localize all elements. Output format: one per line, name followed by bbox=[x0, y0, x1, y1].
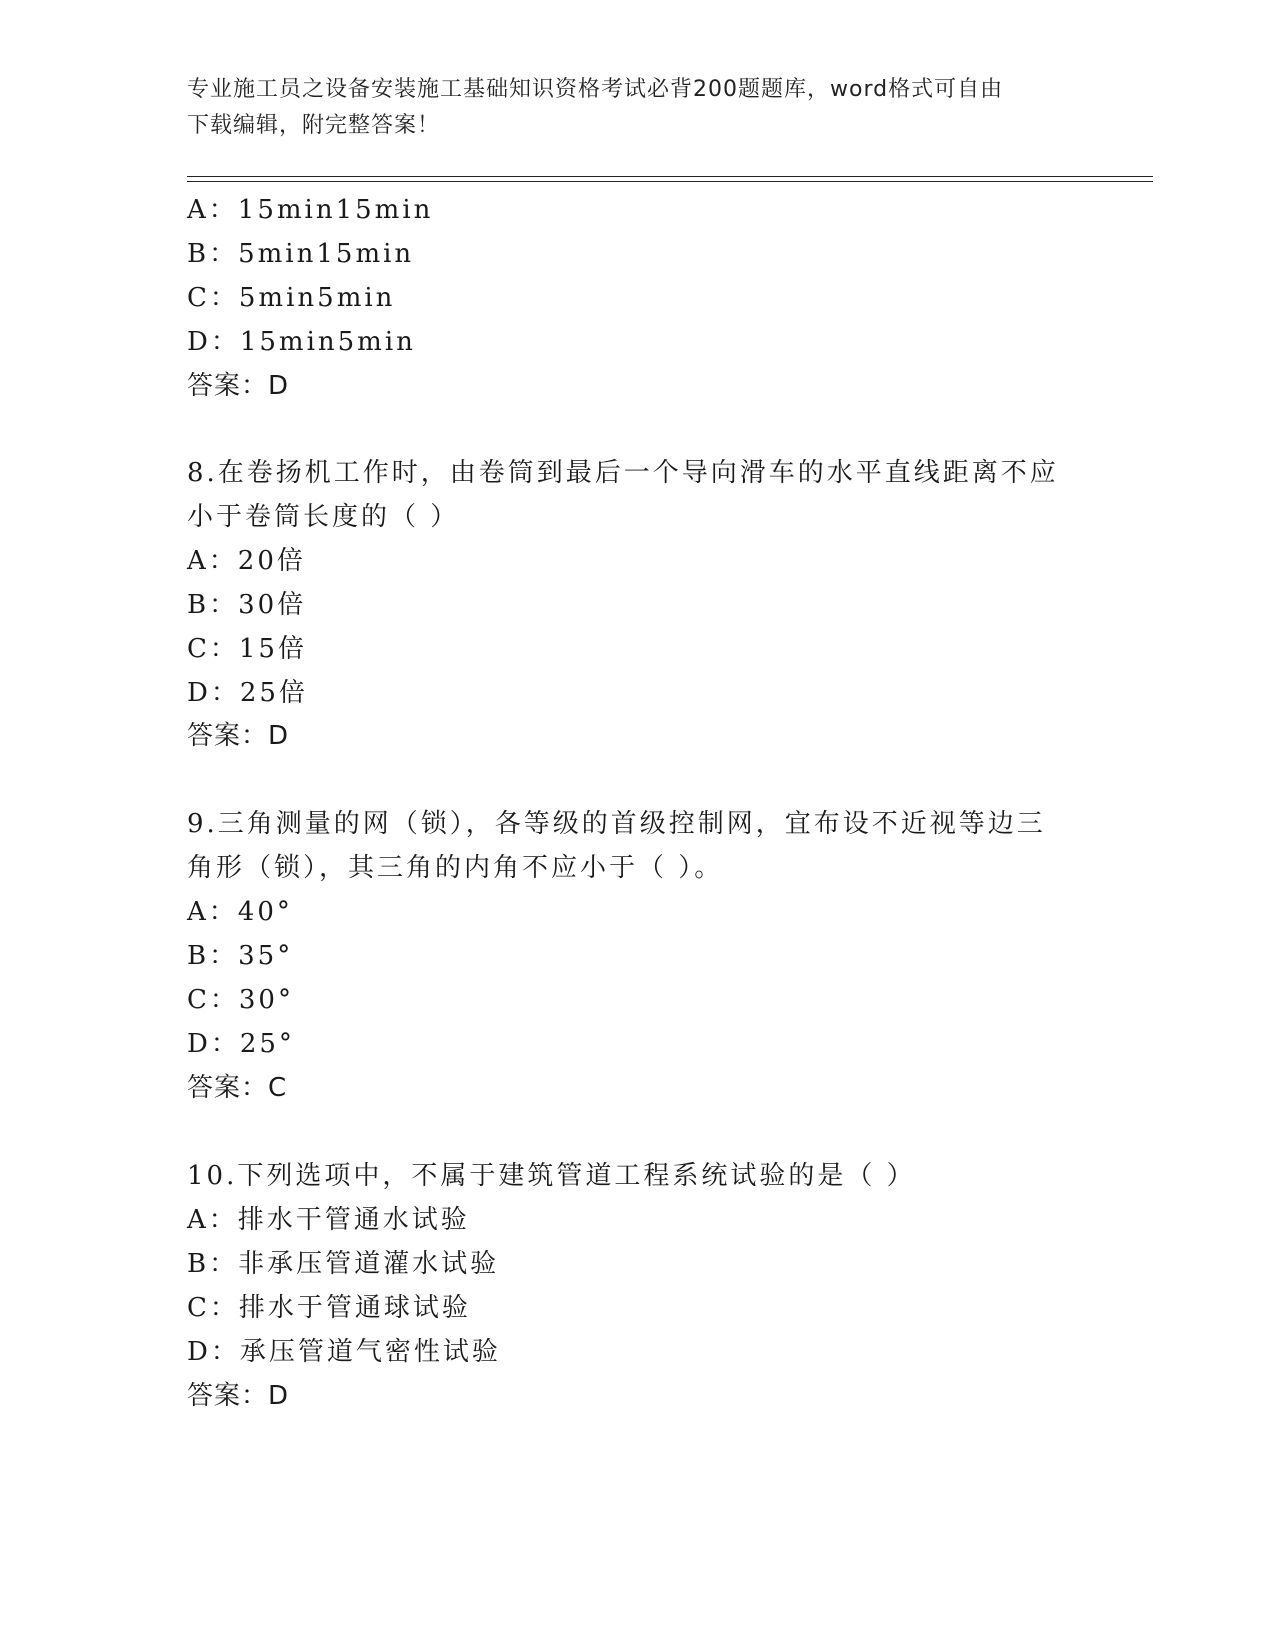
q7-option-d: D：15min5min bbox=[187, 327, 416, 357]
q9-stem-line-1: 9.三角测量的网（锁），各等级的首级控制网，宜布设不近视等边三 bbox=[187, 809, 1046, 839]
q10-option-c: C：排水于管通球试验 bbox=[187, 1293, 471, 1323]
q8-option-b: B：30倍 bbox=[187, 590, 307, 620]
q8-stem-line-2: 小于卷筒长度的（ ） bbox=[187, 502, 460, 532]
q9-answer: 答案：C bbox=[187, 1073, 288, 1103]
q7-option-c: C：5min5min bbox=[187, 283, 396, 313]
q10-option-d: D：承压管道气密性试验 bbox=[187, 1337, 501, 1367]
q10-stem-line-1: 10.下列选项中，不属于建筑管道工程系统试验的是（ ） bbox=[187, 1161, 916, 1191]
header-divider-top bbox=[187, 176, 1153, 177]
q9-option-a: A：40° bbox=[187, 897, 293, 927]
q9-stem-line-2: 角形（锁），其三角的内角不应小于（ ）。 bbox=[187, 853, 724, 883]
q8-stem-line-1: 8.在卷扬机工作时，由卷筒到最后一个导向滑车的水平直线距离不应 bbox=[187, 458, 1059, 488]
q8-answer: 答案：D bbox=[187, 721, 290, 751]
q8-option-d: D：25倍 bbox=[187, 678, 308, 708]
q10-option-a: A：排水干管通水试验 bbox=[187, 1205, 470, 1235]
header-divider-bottom bbox=[187, 181, 1153, 182]
q9-option-d: D：25° bbox=[187, 1029, 295, 1059]
q7-answer: 答案：D bbox=[187, 371, 290, 401]
q9-option-c: C：30° bbox=[187, 985, 294, 1015]
q7-option-b: B：5min15min bbox=[187, 239, 415, 269]
document-header bbox=[187, 72, 1087, 144]
q8-option-c: C：15倍 bbox=[187, 634, 307, 664]
q7-option-a: A：15min15min bbox=[187, 195, 434, 225]
q10-option-b: B：非承压管道灌水试验 bbox=[187, 1249, 500, 1279]
q8-option-a: A：20倍 bbox=[187, 546, 306, 576]
q10-answer: 答案：D bbox=[187, 1381, 290, 1411]
q9-option-b: B：35° bbox=[187, 941, 294, 971]
header-line-1: 专业施工员之设备安装施工基础知识资格考试必背200题题库，word格式可自由 bbox=[187, 77, 1004, 102]
header-line-2: 下载编辑，附完整答案！ bbox=[187, 113, 441, 138]
